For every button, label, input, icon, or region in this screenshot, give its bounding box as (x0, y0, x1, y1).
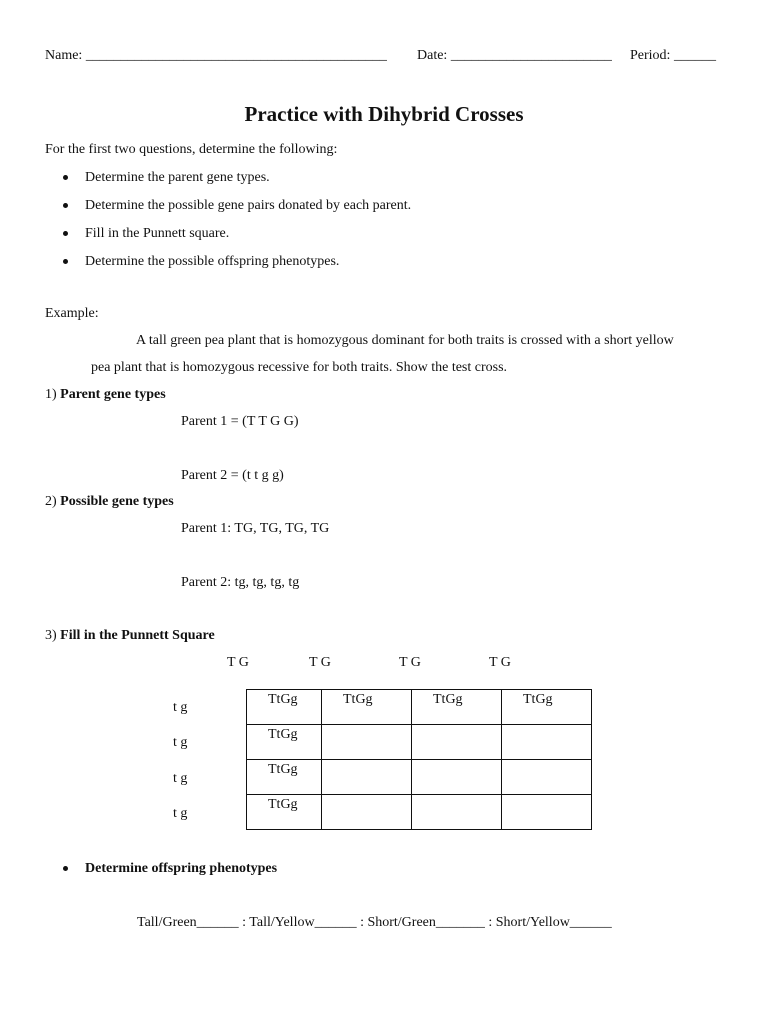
punnett-cell-text: TtGg (433, 692, 463, 707)
punnett-column-header: T G (399, 655, 421, 670)
punnett-square (246, 689, 592, 830)
punnett-column-header: T G (227, 655, 249, 670)
punnett-cell[interactable] (502, 760, 592, 795)
instruction-item: Fill in the Punnett square. (85, 226, 230, 241)
instruction-item: Determine the possible offspring phenotypes. (85, 254, 340, 269)
question-2-heading (45, 494, 174, 510)
question-3-title: Fill in the Punnett Square (60, 628, 215, 643)
punnett-cell[interactable] (322, 690, 412, 725)
bullet-icon (63, 259, 68, 264)
question-1-number: 1) (45, 387, 61, 402)
punnett-cell[interactable] (247, 760, 322, 795)
question-2-title: Possible gene types (60, 494, 174, 509)
punnett-column-header: T G (489, 655, 511, 670)
period-field-label: Period: ______ (630, 48, 716, 63)
question-2-number: 2) (45, 494, 61, 509)
instruction-item: Determine the possible gene pairs donated by each parent. (85, 198, 412, 213)
question-3-heading (45, 628, 215, 644)
punnett-cell-text: TtGg (343, 692, 373, 707)
parent-1-gametes: Parent 1: TG, TG, TG, TG (181, 521, 330, 536)
punnett-cell[interactable] (322, 725, 412, 760)
bullet-icon (63, 866, 68, 871)
punnett-cell[interactable] (412, 725, 502, 760)
punnett-row-header: t g (173, 735, 188, 750)
offspring-heading: Determine offspring phenotypes (85, 861, 278, 876)
bullet-icon (63, 231, 68, 236)
example-text-line1: A tall green pea plant that is homozygous dominant for both traits is crossed with a short yellow (136, 333, 674, 348)
punnett-cell[interactable] (502, 795, 592, 830)
intro-text: For the first two questions, determine the following: (45, 142, 338, 157)
question-1-heading (45, 387, 166, 403)
page-title: Practice with Dihybrid Crosses (244, 102, 524, 126)
punnett-cell[interactable] (412, 690, 502, 725)
instruction-item: Determine the parent gene types. (85, 170, 270, 185)
bullet-icon (63, 175, 68, 180)
punnett-cell[interactable] (322, 760, 412, 795)
date-field-label: Date: _______________________ (417, 48, 612, 63)
punnett-cell[interactable] (247, 795, 322, 830)
punnett-cell-text: TtGg (523, 692, 553, 707)
example-text-line2: pea plant that is homozygous recessive for both traits. Show the test cross. (91, 360, 508, 375)
punnett-cell[interactable] (322, 795, 412, 830)
punnett-row-header: t g (173, 771, 188, 786)
punnett-row-header: t g (173, 806, 188, 821)
punnett-cell[interactable] (502, 725, 592, 760)
parent-2-gametes: Parent 2: tg, tg, tg, tg (181, 575, 300, 590)
punnett-cell-text: TtGg (268, 797, 298, 812)
punnett-cell-text: TtGg (268, 762, 298, 777)
punnett-cell[interactable] (412, 760, 502, 795)
parent-2-genotype: Parent 2 = (t t g g) (181, 468, 284, 483)
punnett-row-header: t g (173, 700, 188, 715)
punnett-cell[interactable] (502, 690, 592, 725)
punnett-column-header: T G (309, 655, 331, 670)
punnett-cell[interactable] (247, 690, 322, 725)
punnett-cell-text: TtGg (268, 727, 298, 742)
punnett-cell[interactable] (247, 725, 322, 760)
bullet-icon (63, 203, 68, 208)
punnett-cell-text: TtGg (268, 692, 298, 707)
parent-1-genotype: Parent 1 = (T T G G) (181, 414, 299, 429)
phenotype-ratio-line[interactable]: Tall/Green______ : Tall/Yellow______ : Short/Green_______ : Short/Yellow______ (137, 915, 612, 930)
name-field-label: Name: ___________________________________________ (45, 48, 387, 63)
question-1-title: Parent gene types (60, 387, 166, 402)
question-3-number: 3) (45, 628, 61, 643)
example-label: Example: (45, 306, 99, 321)
punnett-cell[interactable] (412, 795, 502, 830)
